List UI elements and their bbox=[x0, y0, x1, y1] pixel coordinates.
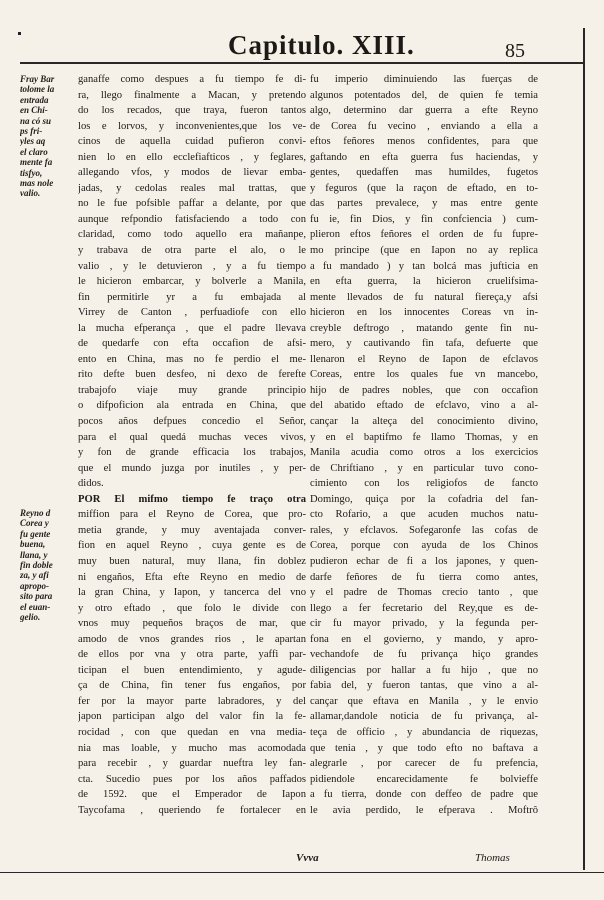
margin-note-line: entrada bbox=[20, 94, 49, 105]
text-line: valio , y le detuvieron , y a fu tiempo bbox=[78, 260, 306, 272]
text-line: alegrarle , por carecer de fu prefencia, bbox=[310, 758, 538, 770]
text-line: algo, determino dar guerra a efte Reyno bbox=[310, 105, 538, 117]
text-line: fu imperio diminuiendo las fuerças de bbox=[310, 74, 538, 85]
margin-note-fray-bartolome bbox=[20, 74, 68, 199]
text-line: plieron eftos feñores el orden de fu fupre- bbox=[310, 229, 538, 241]
margin-note-line: Fray Bar bbox=[20, 74, 55, 84]
margin-note-line: yles aq bbox=[20, 136, 46, 147]
margin-note-line: fu gente bbox=[20, 528, 51, 539]
text-line: pidiendole encarecidamente fe bolvieffe bbox=[310, 773, 538, 785]
text-line: en efta guerra, la hicieron cruelifsima- bbox=[310, 276, 538, 288]
text-line: que el mundo juzga por inutiles , y per- bbox=[78, 462, 306, 474]
text-line: fer por la mayor parte labradores, y del bbox=[78, 695, 306, 707]
text-line: teça de officio , y abundancia de riquezas, bbox=[310, 726, 538, 738]
text-line: eftos feñores menos confidentes, para que bbox=[310, 136, 538, 148]
margin-note-line: Reyno d bbox=[20, 508, 51, 518]
text-line: muy buen natural, muy llana, fin doblez bbox=[78, 555, 306, 567]
text-line: llego a fer fecretario del Rey,que es de- bbox=[310, 602, 538, 614]
text-line: no le fue pofsible paffar a delante, por que bbox=[78, 198, 306, 210]
text-line: del abatido eftado de efclavo, vino a al- bbox=[310, 400, 538, 412]
text-line: Manila acudia como otros a los exercicios bbox=[310, 447, 538, 459]
text-line: ni engaños, Efta efte Reyno en medio de bbox=[78, 571, 306, 583]
text-line: y trabava de otra parte el alo, o le bbox=[78, 245, 306, 257]
text-line: miffion para el Reyno de Corea, que pro- bbox=[78, 509, 306, 521]
text-line: rales, y efclavos. Sofegaronfe las cofas de bbox=[310, 524, 538, 536]
text-line: cançar la alteça del conocimiento divino, bbox=[310, 416, 538, 428]
text-line: para el qual quedá muchas veces vivos, bbox=[78, 431, 306, 443]
text-line: llenaron el Reyno de Iapon de efclavos bbox=[310, 353, 538, 365]
margin-note-line: mas nole bbox=[20, 178, 54, 189]
text-line: jadas, y cedolas reales mal trattas, que bbox=[78, 182, 306, 194]
text-line: do los recados, que traya, fueron tantos bbox=[78, 105, 306, 117]
margin-note-reyno-corea bbox=[20, 508, 68, 622]
right-text-column bbox=[310, 72, 538, 818]
margin-note-line: tolome la bbox=[20, 84, 55, 95]
margin-note-line: mente fa bbox=[20, 157, 53, 168]
text-line: Coreas, entre los quales fue vn mancebo, bbox=[310, 369, 538, 381]
margin-note-line: fin doble bbox=[20, 560, 53, 571]
text-line: rito defte buen desfeo, ni dexo de ferefte bbox=[78, 369, 306, 381]
text-line: y otro eftado , que folo le divide con bbox=[78, 602, 306, 614]
margin-note-line: sito para bbox=[20, 591, 53, 602]
text-line: mente llevados de fu natural fiereça,y afsi bbox=[310, 291, 538, 303]
margin-note-line: gelio. bbox=[20, 612, 41, 623]
text-line: fu ie, fin Dios, y fin confciencia ) cum- bbox=[310, 213, 538, 225]
text-line: cimiento con los religiofos de fancto bbox=[310, 478, 538, 490]
text-line: didos. bbox=[78, 478, 104, 490]
text-line: POR El mifmo tiempo fe traço otra bbox=[78, 493, 306, 505]
text-line: allegando vfos, y modos de lievar emba- bbox=[78, 167, 306, 179]
text-line: a fu mandado ) y tan bolcá mas jufticia en bbox=[310, 260, 538, 272]
right-margin-rule bbox=[583, 28, 585, 870]
text-line: y el padre de Thomas crecio tanto , que bbox=[310, 587, 538, 599]
text-line: la gran China, y Iapon, y tancerca del vno bbox=[78, 587, 306, 599]
text-line: rocidad , con que quedan en vna media- bbox=[78, 726, 306, 738]
text-line: Virrey de Canton , perfuadiofe con ello bbox=[78, 307, 306, 319]
text-line: mero, y cautivando fin tafa, defuerte que bbox=[310, 338, 538, 350]
text-line: ticipan el buen entendimiento, y agude- bbox=[78, 664, 306, 676]
text-line: gentes, quedaffen mas humildes, fugetos bbox=[310, 167, 538, 179]
text-line: allamar,dandole noticia de fu privança, al- bbox=[310, 711, 538, 723]
margin-note-line: buena, bbox=[20, 539, 46, 550]
text-line: de 1592. que el Emperador de Iapon bbox=[78, 789, 306, 801]
text-line: o difpoficion ala entrada en China, que bbox=[78, 400, 306, 412]
text-line: cinos de aquella cuidad pufieron convi- bbox=[78, 136, 306, 148]
text-line: pudieron echar de fi a los japones, y quen- bbox=[310, 555, 538, 567]
text-line: aunque refpondio fatisfaciendo a todo con bbox=[78, 213, 306, 225]
catchword: Thomas bbox=[475, 852, 510, 864]
margin-note-line: el euan- bbox=[20, 601, 51, 612]
margin-note-line: el claro bbox=[20, 146, 48, 157]
text-line: hicieron en los innocentes Coreas vn in- bbox=[310, 307, 538, 319]
text-line: diligencias por hallar a fu hijo , que no bbox=[310, 664, 538, 676]
margin-note-line: za, y afi bbox=[20, 570, 49, 581]
margin-note-line: valio. bbox=[20, 188, 41, 199]
text-line: trabajofo viaje muy grande principio bbox=[78, 384, 306, 396]
text-line: nien lo en ello ecclefiafticos , y feglares, bbox=[78, 151, 306, 163]
text-line: de quedarfe con efta occafion de afsi- bbox=[78, 338, 306, 350]
text-line: claridad, como todo aquello era mañanpe, bbox=[78, 229, 306, 241]
margin-note-line: Corea y bbox=[20, 518, 49, 529]
text-line: japon participan algo del valor fin la fe- bbox=[78, 711, 306, 723]
text-line: Corea, porque con ayuda de los Chinos bbox=[310, 540, 538, 552]
page-number: 85 bbox=[505, 40, 525, 62]
header-rule bbox=[20, 62, 585, 64]
text-line: algunos potentados del, de quien fe temia bbox=[310, 89, 538, 101]
text-line: de Corea fu vecino , enviando a ella a bbox=[310, 120, 538, 132]
text-line: ento en China, mas no fe perdio el me- bbox=[78, 353, 306, 365]
text-line: que tenia , y que todo efto no baftava a bbox=[310, 742, 538, 754]
text-line: cir fu mayor privado, y la fegunda per- bbox=[310, 618, 538, 630]
left-text-column bbox=[78, 72, 306, 818]
text-line: creyble deftrogo , matando gente fin nu- bbox=[310, 322, 538, 334]
margin-note-line: llana, y bbox=[20, 549, 48, 560]
text-line: das partes prevalece, y mas entre gente bbox=[310, 198, 538, 210]
margin-note-line: apropo- bbox=[20, 580, 49, 591]
signature-mark: Vvva bbox=[296, 852, 319, 864]
text-line: los e lorvos, y inconvenientes,que los ve- bbox=[78, 120, 306, 132]
text-line: vechandofe de fu privança hiço grandes bbox=[310, 649, 538, 661]
text-line: de ellos por vna y otra parte, yaffi par- bbox=[78, 649, 306, 661]
text-line: metia grande, y muy aventajada conver- bbox=[78, 524, 306, 536]
text-line: fion en aquel Reyno , cuya gente es de bbox=[78, 540, 306, 552]
text-line: fabia del, y fueron tantas, que vino a al- bbox=[310, 680, 538, 692]
margin-note-line: tisfyo, bbox=[20, 167, 43, 178]
text-line: cta. Sucedio pues por los años paffados bbox=[78, 773, 306, 785]
text-line: ra, llego finalmente a Macan, y pretendo bbox=[78, 89, 306, 101]
text-line: para recebir , y guardar nueftra ley fan- bbox=[78, 758, 306, 770]
text-line: gaftando en efta guerra fus haciendas, y bbox=[310, 151, 538, 163]
text-line: darfe feñores de fu tierra como antes, bbox=[310, 571, 538, 583]
page-title: Capitulo. XIII. bbox=[228, 30, 415, 60]
text-line: y fon de grande efficacia los trabajos, bbox=[78, 447, 306, 459]
text-line: fin permitirle yr a fu embajada al bbox=[78, 291, 306, 303]
text-line: pocos años defpues concedio el Señor, bbox=[78, 416, 306, 428]
margin-note-line: ps fri- bbox=[20, 126, 43, 137]
text-line: mo principe (que en Iapon no ay replica bbox=[310, 245, 538, 257]
text-line: y feguros (que la raçon de eftado, en to- bbox=[310, 182, 538, 194]
text-line: vnos muy pequeños braços de mar, que bbox=[78, 618, 306, 630]
text-line: le hicieron embarcar, y bolverle a Manila, bbox=[78, 276, 306, 288]
text-line: a fu tierra, donde con deffeo de padre que bbox=[310, 789, 538, 801]
text-line: nia mas loable, y mucho mas acomodada bbox=[78, 742, 306, 754]
text-line: le avia perdido, le efperava . Moftrô bbox=[310, 804, 538, 816]
bottom-rule bbox=[0, 872, 604, 873]
margin-note-line: en Chi- bbox=[20, 105, 48, 116]
text-line: de Chriftiano , y en particular tuvo cono- bbox=[310, 462, 538, 474]
text-line: y en el baptifmo fe llamo Thomas, y en bbox=[310, 431, 538, 443]
text-line: Domingo, quiça por la cofadria del fan- bbox=[310, 493, 538, 505]
text-line: la mucha efperança , que el padre llevava bbox=[78, 322, 306, 334]
text-line: ça de China, fin tener fus engaños, por bbox=[78, 680, 306, 692]
margin-note-line: na có su bbox=[20, 115, 52, 126]
text-line: Taycofama , queriendo fe fortalecer en bbox=[78, 804, 306, 816]
text-line: hijo de padres nobles, que con occafion bbox=[310, 384, 538, 396]
text-line: amodo de vnos grandes rios , le apartan bbox=[78, 633, 306, 645]
text-line: cto Rofario, a que acuden muchos natu- bbox=[310, 509, 538, 521]
text-line: fona en el govierno, y mando, y apro- bbox=[310, 633, 538, 645]
text-line: cançar que eftava en Manila , y le envio bbox=[310, 695, 538, 707]
corner-mark bbox=[18, 32, 21, 35]
text-line: ganaffe como despues a fu tiempo fe di- bbox=[78, 74, 306, 85]
